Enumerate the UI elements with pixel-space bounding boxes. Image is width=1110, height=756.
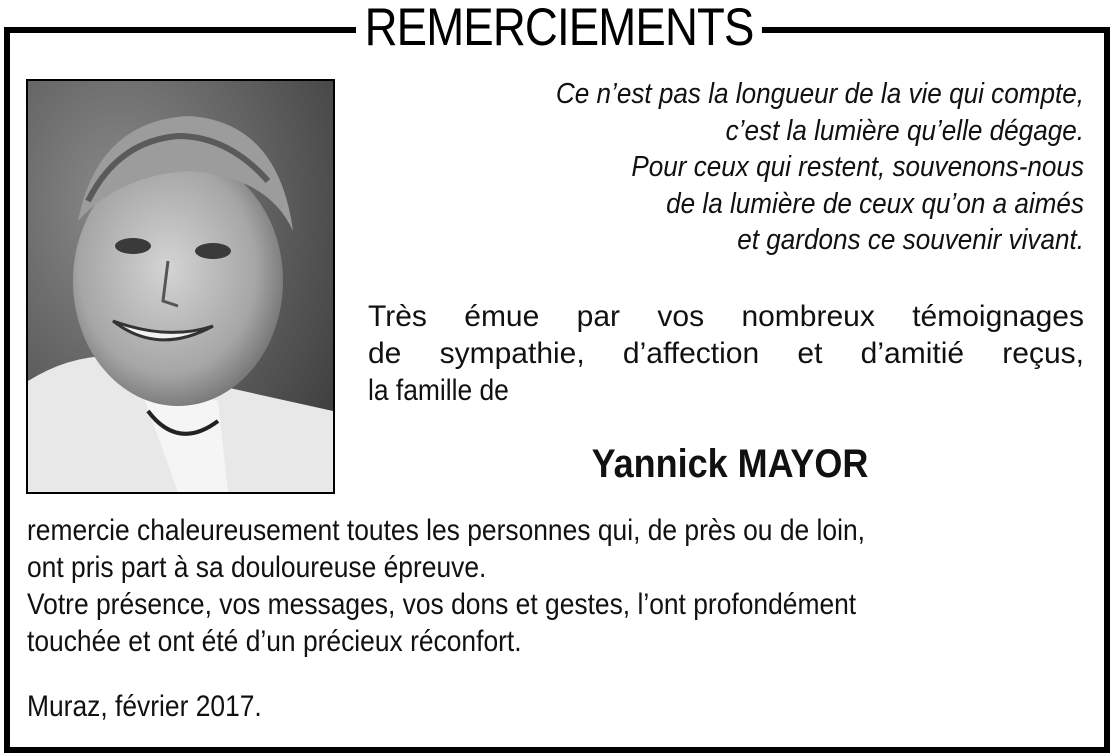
closing-place-date: Muraz, février 2017.	[27, 690, 262, 723]
quote-poem	[360, 76, 1084, 259]
body-line: remercie chaleureusement toutes les personnes qui, de près ou de loin,	[27, 514, 865, 547]
intro-paragraph	[368, 298, 1084, 409]
body-line: touchée et ont été d’un précieux réconfort.	[27, 625, 522, 658]
poem-line: c’est la lumière qu’elle dégage.	[725, 114, 1084, 147]
notice-heading: REMERCIEMENTS	[356, 0, 762, 56]
intro-line: de sympathie, d’affection et d’amitié reçus,	[368, 337, 1084, 370]
intro-line: Très émue par vos nombreux témoignages	[368, 300, 1084, 333]
poem-line: et gardons ce souvenir vivant.	[737, 224, 1084, 256]
intro-line: la famille de	[368, 374, 509, 407]
portrait-photo	[26, 79, 335, 494]
body-line: ont pris part à sa douloureuse épreuve.	[27, 551, 487, 584]
poem-line: Pour ceux qui restent, souvenons-nous	[631, 151, 1084, 183]
thanks-paragraph	[27, 512, 1085, 660]
poem-line: Ce n’est pas la longueur de la vie qui compte,	[555, 78, 1084, 110]
poem-line: de la lumière de ceux qu’on a aimés	[666, 187, 1084, 220]
deceased-name: Yannick MAYOR	[591, 442, 869, 486]
body-line: Votre présence, vos messages, vos dons et gestes, l’ont profondément	[27, 588, 857, 621]
